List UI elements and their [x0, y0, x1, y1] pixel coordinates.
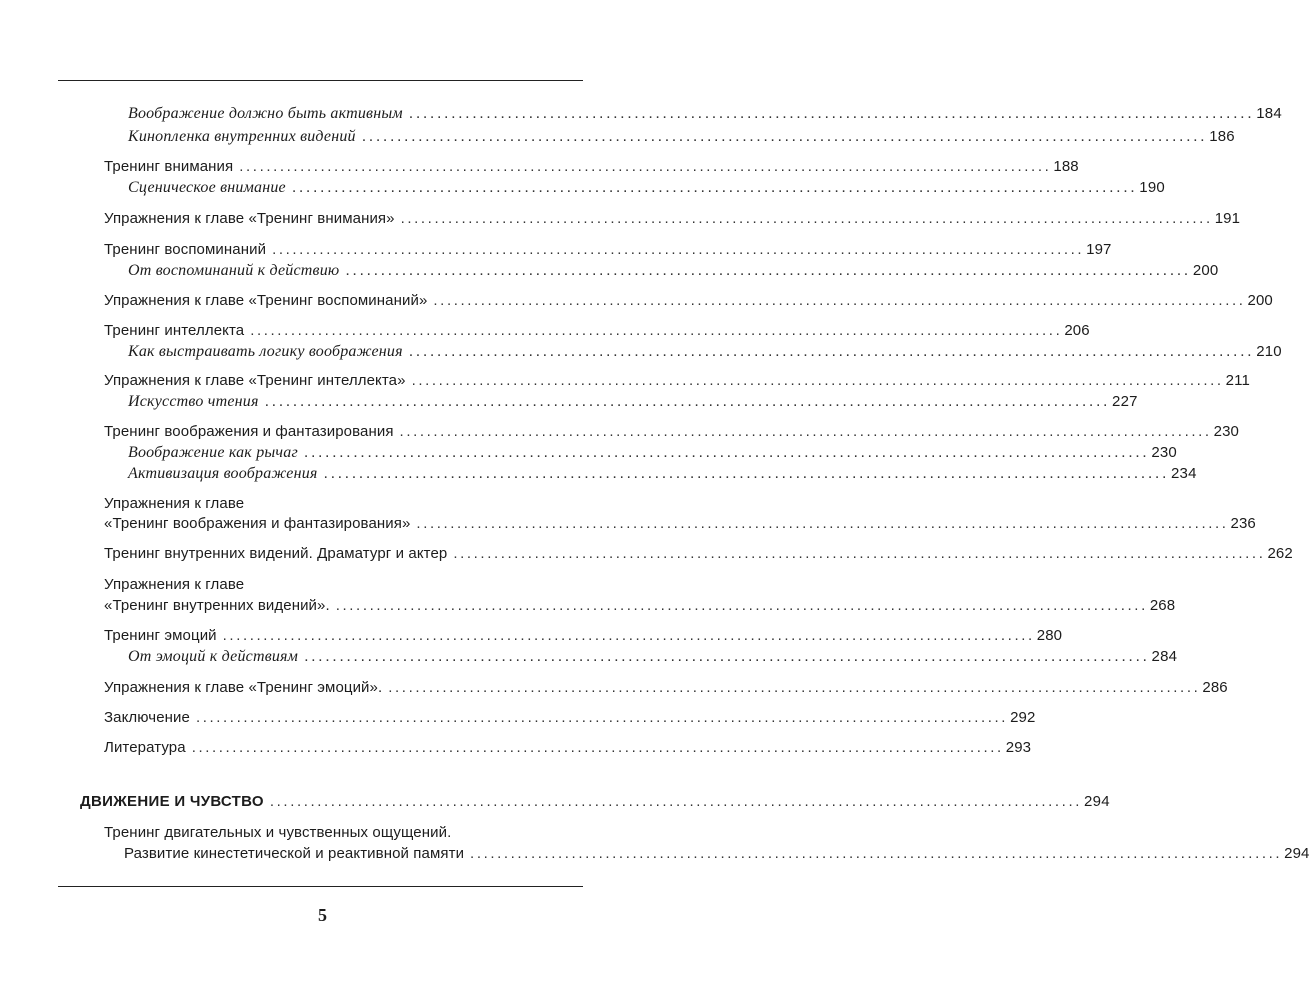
toc-entry-page: 200 — [1247, 292, 1273, 309]
toc-entry — [128, 177, 1165, 199]
dot-leader: ........................................................................................................................ — [408, 343, 1255, 360]
dot-leader: ........................................................................................................................ — [264, 393, 1111, 410]
toc-entry-page: 294 — [1284, 845, 1309, 862]
dot-leader: ........................................................................................................................ — [399, 423, 1212, 440]
dot-leader: ........................................................................................................................ — [361, 128, 1208, 145]
dot-leader: ........................................................................................................................ — [272, 241, 1085, 258]
toc-entry-line1: Тренинг двигательных и чувственных ощущений. — [104, 824, 452, 841]
toc-entry — [104, 707, 1036, 729]
toc-entry-title: Тренинг воспоминаний — [104, 241, 267, 258]
toc-entry — [104, 208, 1241, 230]
toc-entry — [104, 595, 1176, 617]
toc-entry — [104, 290, 1273, 312]
toc-entry-title: Развитие кинестетической и реактивной памяти — [124, 845, 465, 862]
dot-leader: ........................................................................................................................ — [408, 105, 1255, 122]
toc-entry-title: Тренинг эмоций — [104, 627, 217, 644]
toc-entry-title: Кинопленка внутренних видений — [128, 128, 356, 145]
toc-entry — [128, 442, 1177, 464]
dot-leader: ........................................................................................................................ — [191, 739, 1004, 756]
toc-entry-line1: Упражнения к главе — [104, 576, 245, 593]
dot-leader: ........................................................................................................................ — [304, 648, 1150, 665]
toc-entry-title: Литература — [104, 739, 186, 756]
toc-entry — [124, 843, 1309, 865]
toc-entry-title: Активизация воображения — [128, 465, 318, 482]
toc-entry-title: Упражнения к главе «Тренинг внимания» — [104, 210, 395, 227]
toc-entry — [104, 625, 1063, 647]
toc-entry-title: Упражнения к главе «Тренинг воспоминаний» — [104, 292, 428, 309]
toc-entry — [128, 391, 1138, 413]
toc-entry-line1: Упражнения к главе — [104, 495, 245, 512]
toc-entry-page: 230 — [1151, 444, 1177, 461]
toc-entry — [128, 103, 1282, 125]
toc-entry-page: 210 — [1256, 343, 1282, 360]
toc-entry-page: 191 — [1214, 210, 1241, 227]
toc-entry-page: 294 — [1084, 793, 1110, 810]
toc-entry — [128, 646, 1178, 668]
toc-entry-page: 286 — [1202, 679, 1228, 696]
toc-entry-page: 188 — [1053, 158, 1079, 175]
dot-leader: ........................................................................................................................ — [291, 179, 1138, 196]
toc-entry-page: 197 — [1086, 241, 1112, 258]
toc-entry — [104, 737, 1032, 759]
toc-entry-page: 268 — [1149, 597, 1176, 614]
toc-entry-title: Сценическое внимание — [128, 179, 286, 196]
toc-entry-page: 230 — [1213, 423, 1239, 440]
toc-entry-title: Тренинг внутренних видений. Драматург и актер — [104, 545, 448, 562]
dot-leader: ........................................................................................................................ — [388, 679, 1201, 696]
toc-entry-title: От эмоций к действиям — [128, 648, 299, 665]
toc-entry-title: Тренинг внимания — [104, 158, 234, 175]
toc-entry-title: Упражнения к главе «Тренинг эмоций». — [104, 679, 383, 696]
dot-leader: ........................................................................................................................ — [250, 322, 1063, 339]
toc-entry-title: Воображение как рычаг — [128, 444, 298, 461]
dot-leader: ........................................................................................................................ — [433, 292, 1246, 309]
toc-entry-page: 293 — [1005, 739, 1032, 756]
toc-entry-page: 292 — [1010, 709, 1036, 726]
bottom-rule — [58, 886, 583, 887]
toc-entry-title: «Тренинг воображения и фантазирования» — [104, 515, 411, 532]
toc-entry-title: Воображение должно быть активным — [128, 105, 403, 122]
dot-leader: ........................................................................................................................ — [269, 793, 1082, 810]
dot-leader: ........................................................................................................................ — [335, 597, 1148, 614]
toc-entry-title: Упражнения к главе «Тренинг интеллекта» — [104, 372, 406, 389]
toc-entry — [104, 513, 1256, 535]
toc-entry-page: 284 — [1151, 648, 1178, 665]
toc-entry — [104, 543, 1293, 565]
toc-entry — [104, 370, 1250, 392]
dot-leader: ........................................................................................................................ — [195, 709, 1009, 726]
dot-leader: ........................................................................................................................ — [239, 158, 1052, 175]
toc-entry-page: 200 — [1192, 262, 1219, 279]
toc-entry-title: От воспоминаний к действию — [128, 262, 340, 279]
toc-entry-page: 211 — [1225, 372, 1250, 389]
toc-entry-page: 236 — [1230, 515, 1256, 532]
toc-entry — [104, 320, 1090, 342]
toc-entry-title: Заключение — [104, 709, 190, 726]
toc-entry-title: «Тренинг внутренних видений». — [104, 597, 330, 614]
toc-entry — [128, 341, 1282, 363]
toc-entry-title: Тренинг интеллекта — [104, 322, 245, 339]
toc-entry — [128, 126, 1235, 148]
toc-entry — [104, 156, 1079, 178]
toc-entry-page: 206 — [1064, 322, 1090, 339]
toc-entry — [104, 239, 1112, 261]
dot-leader: ........................................................................................................................ — [323, 465, 1169, 482]
dot-leader: ........................................................................................................................ — [222, 627, 1035, 644]
toc-entry-page: 280 — [1036, 627, 1063, 644]
toc-entry — [104, 421, 1239, 443]
dot-leader: ........................................................................................................................ — [416, 515, 1229, 532]
toc-entry-page: 262 — [1267, 545, 1293, 562]
toc-section-heading — [80, 791, 1110, 813]
toc-entry-page: 184 — [1256, 105, 1282, 122]
toc-entry-title: ДВИЖЕНИЕ И ЧУВСТВО — [80, 793, 264, 810]
page-number: 5 — [318, 905, 327, 925]
dot-leader: ........................................................................................................................ — [345, 262, 1191, 279]
toc-entry — [128, 463, 1197, 485]
dot-leader: ........................................................................................................................ — [470, 845, 1283, 862]
dot-leader: ........................................................................................................................ — [400, 210, 1213, 227]
toc-entry — [104, 677, 1228, 699]
toc-entry-page: 227 — [1112, 393, 1138, 410]
dot-leader: ........................................................................................................................ — [411, 372, 1224, 389]
toc-entry — [128, 260, 1219, 282]
toc-entry-title: Тренинг воображения и фантазирования — [104, 423, 394, 440]
dot-leader: ........................................................................................................................ — [303, 444, 1150, 461]
toc-entry-title: Искусство чтения — [128, 393, 259, 410]
toc-entry-page: 190 — [1139, 179, 1165, 196]
toc-entry-page: 186 — [1209, 128, 1235, 145]
toc-entry-page: 234 — [1170, 465, 1197, 482]
dot-leader: ........................................................................................................................ — [453, 545, 1266, 562]
toc-entry-title: Как выстраивать логику воображения — [128, 343, 403, 360]
